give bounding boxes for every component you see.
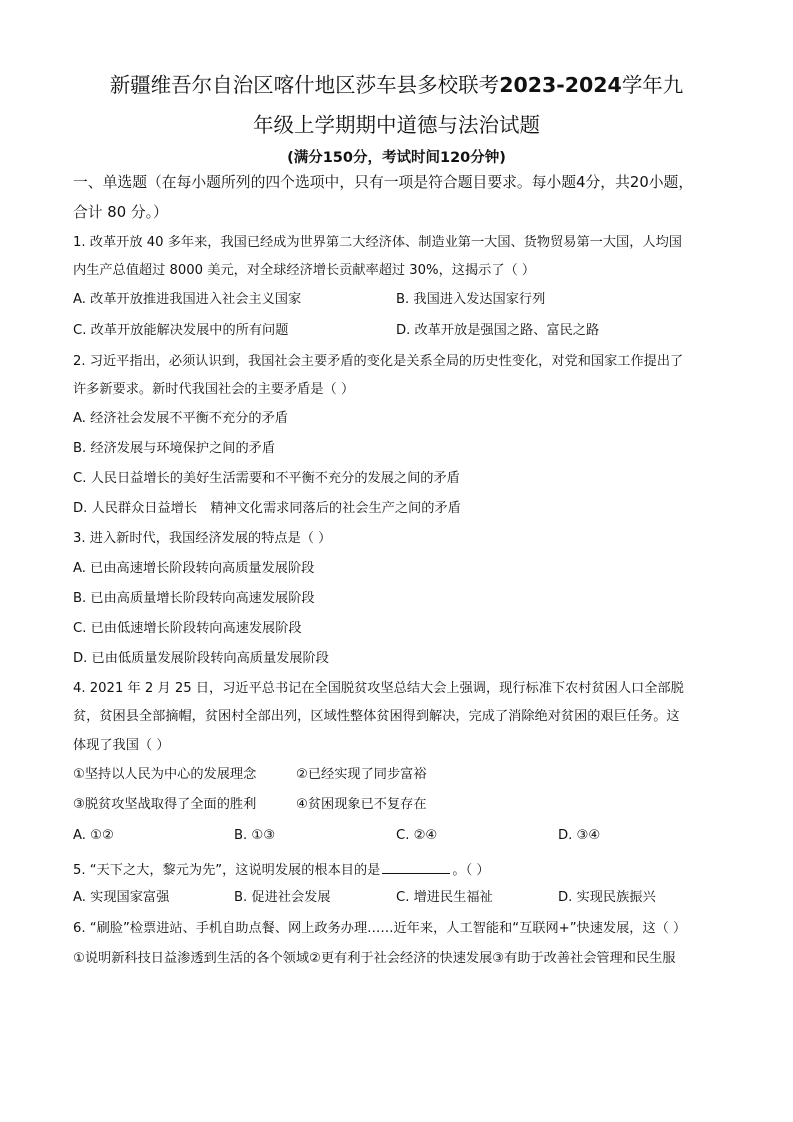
question-5-stem: 5. “天下之大，黎元为先”，这说明发展的根本目的是 。（ ） <box>73 860 490 880</box>
question-1-option-c: C. 改革开放能解决发展中的所有问题 <box>73 323 289 338</box>
question-3-stem: 3. 进入新时代，我国经济发展的特点是（ ） <box>73 531 332 546</box>
question-3-option-b: B. 已由高质量增长阶段转向高速发展阶段 <box>73 591 315 606</box>
question-2-option-a: A. 经济社会发展不平衡不充分的矛盾 <box>73 411 288 426</box>
question-5-option-d: D. 实现民族振兴 <box>558 890 656 905</box>
question-1-option-d: D. 改革开放是强国之路、富民之路 <box>396 323 600 338</box>
question-6-stem: 6. “刷脸”检票进站、手机自助点餐、网上政务办理……近年来，人工智能和“互联网+”快速发展，这（ ） <box>73 921 687 936</box>
question-4-stem: 4. 2021 年 2 月 25 日，习近平总书记在全国脱贫攻坚总结大会上强调，现行标准下农村贫困人口全部脱 <box>73 681 684 696</box>
exam-subtitle: (满分150分，考试时间120分钟) <box>287 150 506 166</box>
question-4-statement-3: ③脱贫攻坚战取得了全面的胜利 <box>73 797 257 812</box>
answer-blank[interactable] <box>382 860 450 874</box>
question-2-stem-cont: 许多新要求。新时代我国社会的主要矛盾是（ ） <box>73 382 355 397</box>
question-1-option-b: B. 我国进入发达国家行列 <box>396 292 546 307</box>
question-1-stem-cont: 内生产总值超过 8000 美元，对全球经济增长贡献率超过 30%，这揭示了（ ） <box>73 263 536 278</box>
question-2-option-b: B. 经济发展与环境保护之间的矛盾 <box>73 441 276 456</box>
question-2-option-d: D. 人民群众日益增长 精神文化需求同落后的社会生产之间的矛盾 <box>73 501 461 516</box>
question-1-stem: 1. 改革开放 40 多年来，我国已经成为世界第二大经济体、制造业第一大国、货物贸易第一大国，人均国 <box>73 235 682 250</box>
question-5-option-c: C. 增进民生福祉 <box>396 890 493 905</box>
question-4-option-b: B. ①③ <box>234 828 276 843</box>
section-heading-cont: 合计 80 分。） <box>73 204 168 221</box>
question-3-option-d: D. 已由低质量发展阶段转向高质量发展阶段 <box>73 651 329 666</box>
exam-title-line2: 年级上学期期中道德与法治试题 <box>253 113 540 137</box>
question-4-option-d: D. ③④ <box>558 828 601 843</box>
question-2-stem: 2. 习近平指出，必须认识到，我国社会主要矛盾的变化是关系全局的历史性变化，对党和国家工作提出了 <box>73 354 684 369</box>
question-5-option-b: B. 促进社会发展 <box>234 890 331 905</box>
exam-title-line1: 新疆维吾尔自治区喀什地区莎车县多校联考2023-2024学年九 <box>109 73 684 97</box>
question-6-stem-cont: ①说明新科技日益渗透到生活的各个领域②更有利于社会经济的快速发展③有助于改善社会管理和民生服 <box>73 951 676 966</box>
question-4-stem-end: 体现了我国（ ） <box>73 738 170 753</box>
question-2-option-c: C. 人民日益增长的美好生活需要和不平衡不充分的发展之间的矛盾 <box>73 471 460 486</box>
section-heading: 一、单选题（在每小题所列的四个选项中，只有一项是符合题目要求。每小题4分，共20小题， <box>73 174 694 191</box>
question-3-option-a: A. 已由高速增长阶段转向高质量发展阶段 <box>73 561 315 576</box>
question-4-option-a: A. ①② <box>73 828 114 843</box>
question-4-statement-4: ④贫困现象已不复存在 <box>296 797 427 812</box>
question-3-option-c: C. 已由低速增长阶段转向高速发展阶段 <box>73 621 302 636</box>
question-4-option-c: C. ②④ <box>396 828 438 843</box>
question-5-option-a: A. 实现国家富强 <box>73 890 170 905</box>
question-4-stem-cont: 贫，贫困县全部摘帽，贫困村全部出列，区域性整体贫困得到解决，完成了消除绝对贫困的艰巨任务。这 <box>73 709 680 724</box>
question-1-option-a: A. 改革开放推进我国进入社会主义国家 <box>73 292 302 307</box>
question-4-statement-2: ②已经实现了同步富裕 <box>296 767 427 782</box>
question-4-statement-1: ①坚持以人民为中心的发展理念 <box>73 767 257 782</box>
